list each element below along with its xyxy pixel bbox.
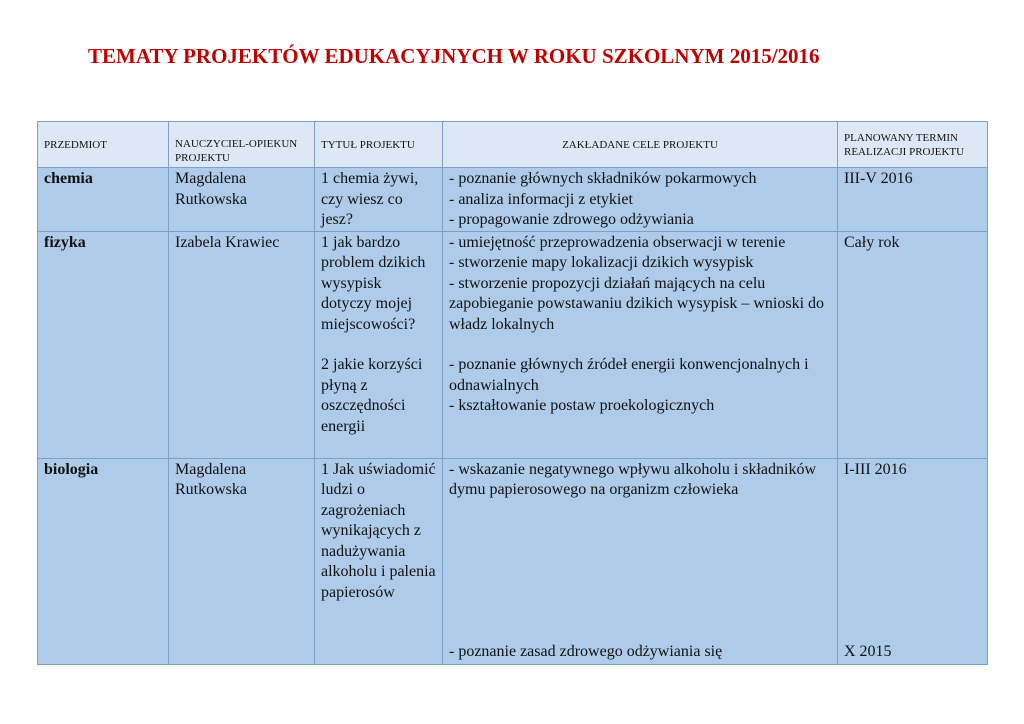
table-row [38, 168, 988, 232]
goals-cell [443, 168, 838, 232]
table-header-row [38, 122, 988, 168]
subject-cell: fizyka [38, 231, 169, 458]
goal-item: - stworzenie propozycji działań mających na celu zapobieganie powstawaniu dzikich wysypisk – wnioski do władz lokalnych [449, 274, 825, 333]
goal-item: - propagowanie zdrowego odżywiania [449, 211, 694, 228]
goal-item: - wskazanie negatywnego wpływu alkoholu i składników dymu papierosowego na organizm człowieka [449, 460, 817, 498]
teacher-cell: Magdalena Rutkowska [169, 168, 315, 232]
teacher-cell: Magdalena Rutkowska [169, 458, 315, 664]
table-row [38, 458, 988, 664]
goal-item: - poznanie głównych źródeł energii konwencjonalnych i odnawialnych [449, 356, 809, 394]
project-cell: 1 chemia żywi, czy wiesz co jesz? [315, 168, 443, 232]
subject-cell: chemia [38, 168, 169, 232]
goals-cell [443, 458, 838, 664]
header-term: PLANOWANY TERMIN REALIZACJI PROJEKTU [838, 122, 988, 168]
term-item: I-III 2016 [844, 460, 907, 478]
header-goals: ZAKŁADANE CELE PROJEKTU [443, 122, 838, 168]
project-cell [315, 231, 443, 458]
goal-item: - analiza informacji z etykiet [449, 190, 633, 208]
project-item: 1 jak bardzo problem dzikich wysypisk dotyczy mojej miejscowości? [321, 233, 426, 333]
project-item: 2 jakie korzyści płyną z oszczędności energii [321, 356, 423, 435]
term-item: X 2015 [844, 643, 892, 660]
goal-item: - poznanie zasad zdrowego odżywiania się [449, 643, 723, 660]
goal-item: - umiejętność przeprowadzenia obserwacji w terenie [449, 233, 786, 251]
page-title: TEMATY PROJEKTÓW EDUKACYJNYCH W ROKU SZKOLNYM 2015/2016 [88, 44, 820, 68]
header-project-title: TYTUŁ PROJEKTU [315, 122, 443, 168]
term-cell: Cały rok [838, 231, 988, 458]
goal-item: - stworzenie mapy lokalizacji dzikich wysypisk [449, 254, 754, 271]
header-teacher: NAUCZYCIEL-OPIEKUN PROJEKTU [169, 122, 315, 168]
term-cell [838, 458, 988, 664]
subject-cell: biologia [38, 458, 169, 664]
teacher-cell: Izabela Krawiec [169, 231, 315, 458]
term-cell: III-V 2016 [838, 168, 988, 232]
table-row [38, 231, 988, 458]
header-subject: PRZEDMIOT [38, 122, 169, 168]
goal-item: - poznanie głównych składników pokarmowych [449, 170, 757, 187]
goal-item: - kształtowanie postaw proekologicznych [449, 397, 715, 414]
project-cell: 1 Jak uświadomić ludzi o zagrożeniach wynikających z nadużywania alkoholu i palenia papierosów [315, 458, 443, 664]
projects-table [37, 121, 988, 665]
goals-cell [443, 231, 838, 458]
